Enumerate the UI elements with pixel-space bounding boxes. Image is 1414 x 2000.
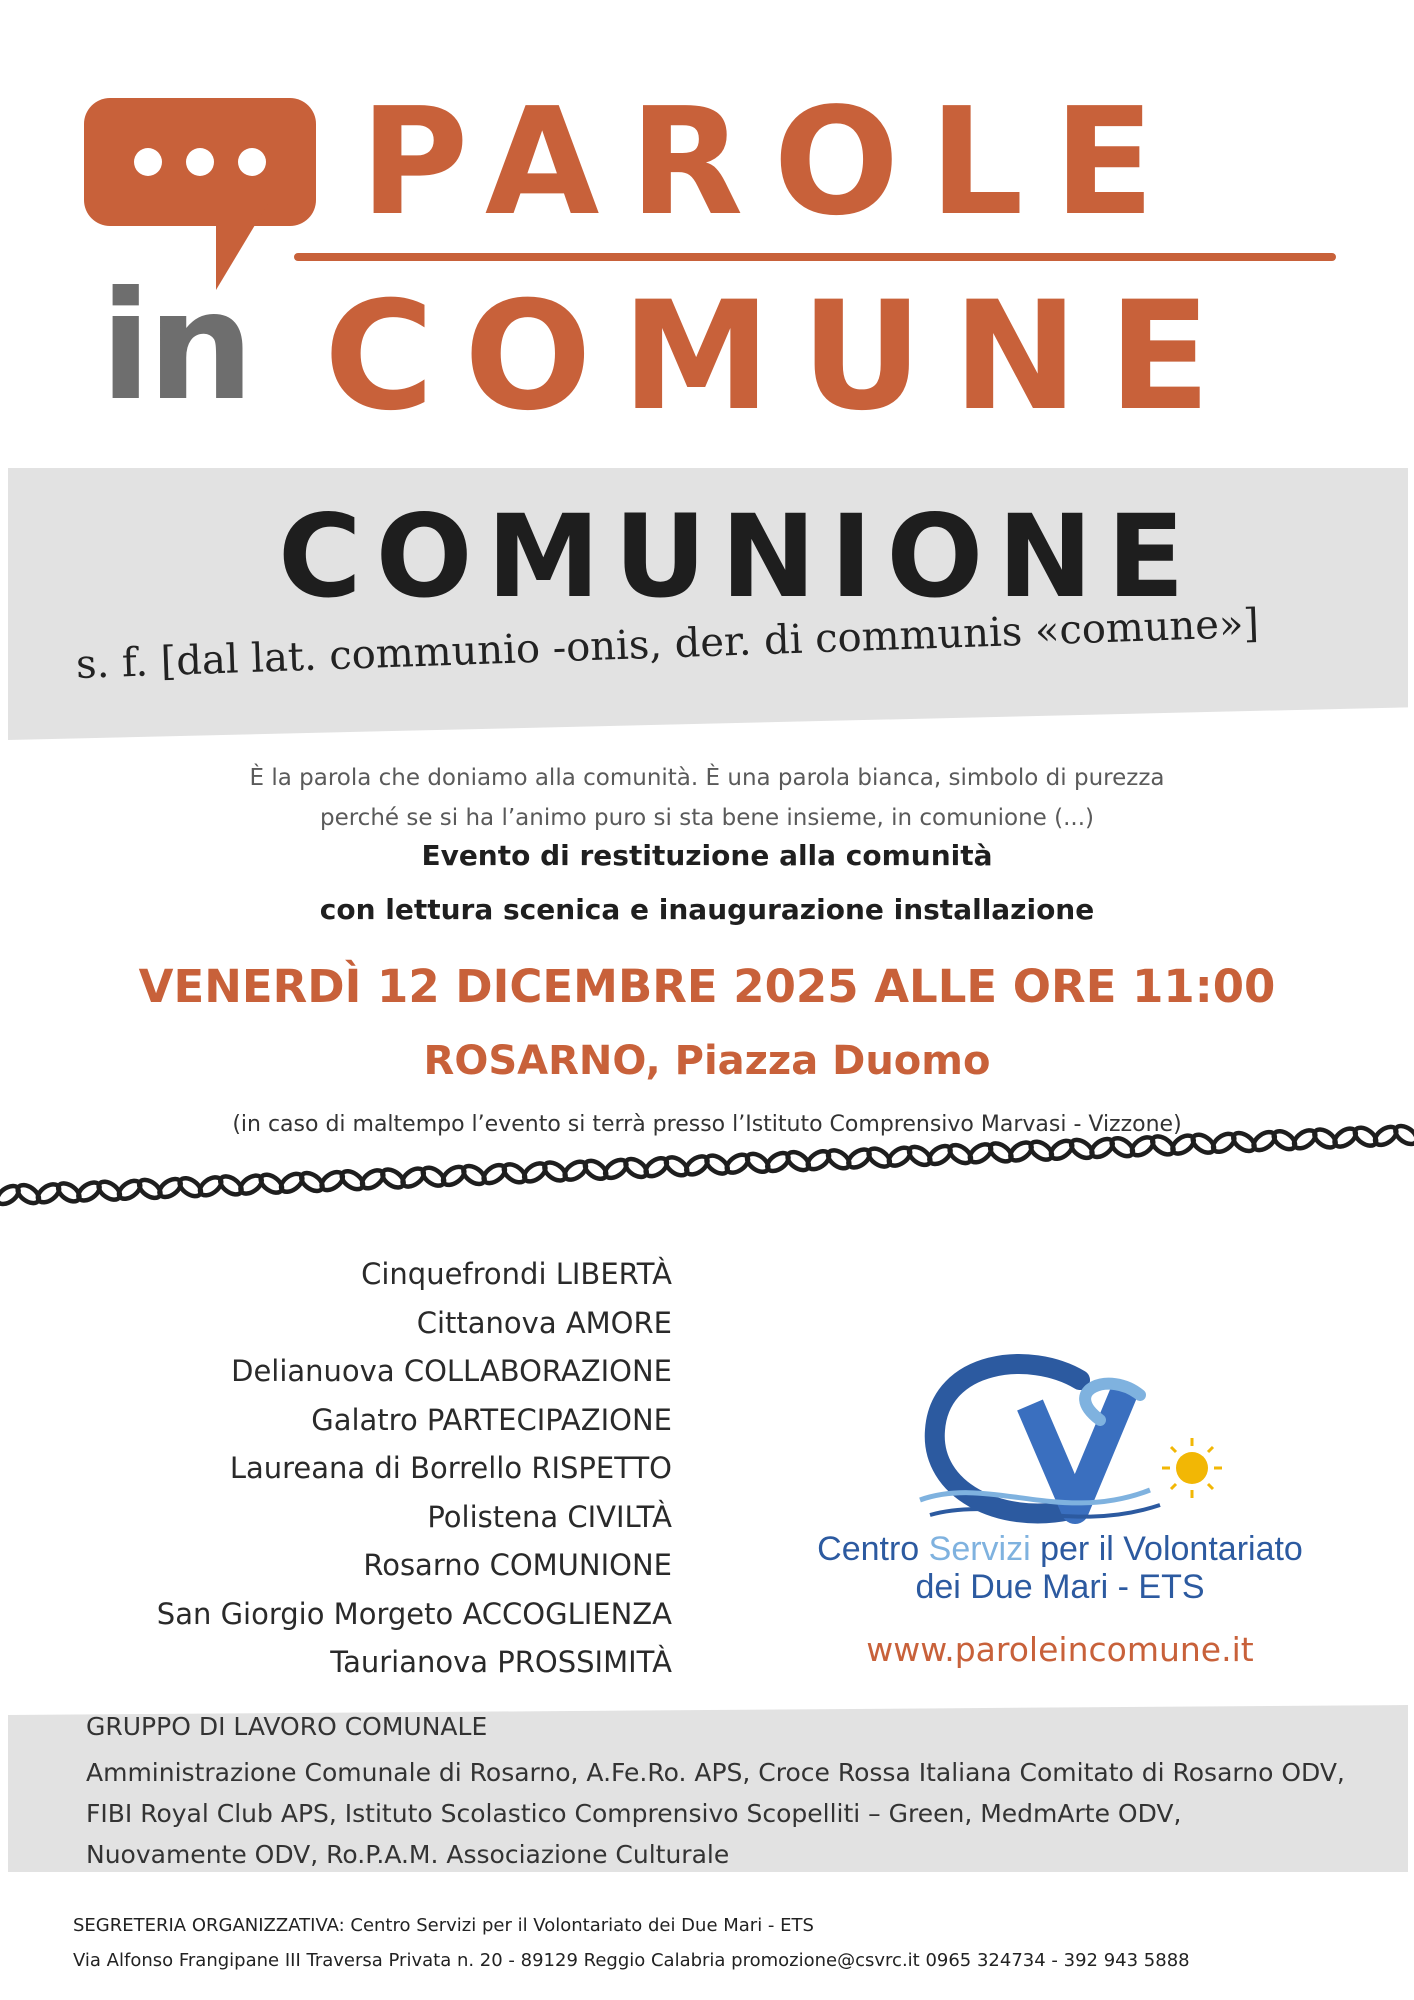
logo-word-parole: PAROLE — [360, 76, 1185, 248]
logo-word-comune: COMUNE — [324, 270, 1241, 444]
website-link[interactable]: www.paroleincomune.it — [866, 1630, 1254, 1669]
logo-word-in: in — [100, 260, 251, 434]
event-place: ROSARNO, Piazza Duomo — [423, 1038, 991, 1084]
csv-name-part: per il Volontariato — [1030, 1530, 1303, 1568]
csv-logo-icon — [910, 1350, 1240, 1540]
chain-link — [1392, 1122, 1414, 1147]
town-item: Polistena CIVILTÀ — [427, 1499, 672, 1534]
intro-line-2: perché se si ha l’animo puro si sta bene insieme, in comunione (...) — [319, 805, 1095, 831]
chain-divider — [0, 1120, 1414, 1220]
event-line-1: Evento di restituzione alla comunità — [421, 839, 993, 872]
event-weather-note: (in caso di maltempo l’evento si terrà presso l’Istituto Comprensivo Marvasi - Vizzone) — [232, 1112, 1182, 1137]
csv-organization-name — [760, 1530, 1360, 1606]
footer-secretariat: SEGRETERIA ORGANIZZATIVA: Centro Servizi per il Volontariato dei Due Mari - ETS — [73, 1915, 814, 1936]
town-item: San Giorgio Morgeto ACCOGLIENZA — [156, 1596, 672, 1631]
intro-line-1: È la parola che doniamo alla comunità. È una parola bianca, simbolo di purezza — [249, 765, 1165, 791]
footer-contacts: Via Alfonso Frangipane III Traversa Privata n. 20 - 89129 Reggio Calabria promozione@csvrc.it 0965 324734 - 392 943 5888 — [73, 1950, 1190, 1971]
event-date: VENERDÌ 12 DICEMBRE 2025 ALLE ORE 11:00 — [138, 960, 1276, 1013]
chain-links — [0, 1122, 1414, 1207]
event-line-2: con lettura scenica e inaugurazione installazione — [319, 893, 1095, 926]
csv-v-shape — [1030, 1390, 1125, 1510]
town-item: Delianuova COLLABORAZIONE — [231, 1354, 672, 1388]
town-item: Laureana di Borrello RISPETTO — [229, 1451, 672, 1485]
town-item: Cittanova AMORE — [416, 1305, 672, 1340]
town-item: Galatro PARTECIPAZIONE — [311, 1402, 672, 1437]
town-item: Cinquefrondi LIBERTÀ — [361, 1257, 672, 1291]
town-item: Rosarno COMUNIONE — [363, 1548, 672, 1582]
definition-etymology: s. f. [dal lat. communio -onis, der. di communis «comune»] — [75, 600, 1260, 688]
working-group-members: Amministrazione Comunale di Rosarno, A.Fe.Ro. APS, Croce Rossa Italiana Comitato di Rosarno ODV, FIBI Royal Club APS, Istituto Scolastico Comprensivo Scopelliti – Green, MedmArte ODV, Nuovamente ODV, Ro.P.A.M. Associazione Culturale — [86, 1758, 1345, 1869]
csv-name-part: Centro — [817, 1530, 929, 1568]
sun-icon — [1176, 1452, 1208, 1484]
speech-bubble-icon — [84, 98, 316, 226]
bubble-dot — [186, 148, 214, 176]
csv-name-line-2: dei Due Mari - ETS — [915, 1568, 1205, 1606]
bubble-dot — [238, 148, 266, 176]
csv-name-part-highlight: Servizi — [928, 1530, 1031, 1568]
definition-word: COMUNIONE — [278, 490, 1199, 623]
town-item: Taurianova PROSSIMITÀ — [330, 1645, 672, 1679]
logo-divider — [294, 253, 1336, 261]
working-group-heading: GRUPPO DI LAVORO COMUNALE — [86, 1712, 488, 1741]
bubble-dot — [134, 148, 162, 176]
towns-list — [157, 1250, 672, 1687]
